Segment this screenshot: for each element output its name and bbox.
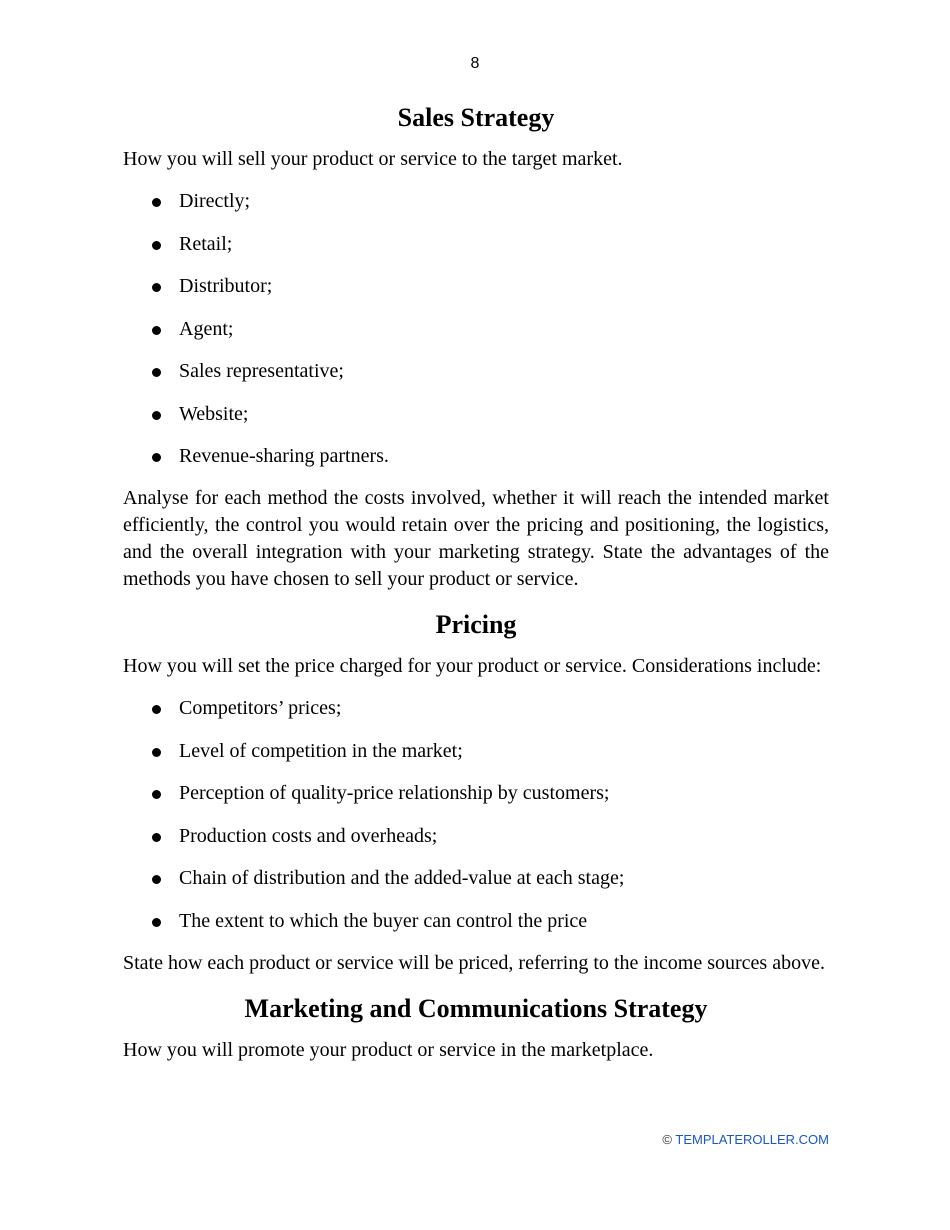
list-item [123, 188, 829, 215]
bullet-dot-icon [152, 833, 161, 842]
section-heading-sales-strategy: Sales Strategy [397, 103, 555, 132]
footer-copyright [662, 1132, 829, 1148]
list-item [123, 738, 829, 765]
list-item [123, 273, 829, 300]
list-item-text: Perception of quality-price relationship by customers; [179, 782, 610, 804]
bullet-dot-icon [152, 411, 161, 420]
bullet-dot-icon [152, 326, 161, 335]
list-item-text: Directly; [179, 190, 251, 212]
list-item [123, 401, 829, 428]
copyright-symbol: © [662, 1132, 672, 1147]
list-item-text: Chain of distribution and the added-value at each stage; [179, 867, 625, 889]
bullet-dot-icon [152, 283, 161, 292]
bullet-dot-icon [152, 875, 161, 884]
list-item [123, 443, 829, 470]
list-item [123, 780, 829, 807]
list-item-text: The extent to which the buyer can control the price [179, 909, 588, 932]
list-item [123, 823, 829, 850]
list-item-text: Level of competition in the market; [179, 739, 463, 762]
list-item-text: Retail; [179, 232, 233, 255]
bullet-dot-icon [152, 241, 161, 250]
list-item-text: Agent; [179, 317, 234, 340]
list-item [123, 865, 829, 892]
list-item [123, 695, 829, 722]
bullet-dot-icon [152, 790, 161, 799]
bullet-dot-icon [152, 198, 161, 207]
list-item-text: Production costs and overheads; [179, 824, 438, 847]
bullet-dot-icon [152, 368, 161, 377]
sales-analysis-paragraph: Analyse for each method the costs involved, whether it will reach the intended market efficiently, the control you would retain over the pricing and positioning, the logistics, and the overall integration with your marketing strategy. State the advantages of the methods you have chosen to sell your product or service. [123, 487, 829, 590]
pricing-closing-paragraph: State how each product or service will be priced, referring to the income sources above. [123, 951, 825, 974]
sales-methods-list [123, 188, 829, 470]
document-body [123, 100, 829, 1064]
list-item-text: Distributor; [179, 275, 273, 297]
marketing-intro-paragraph: How you will promote your product or service in the marketplace. [123, 1038, 654, 1061]
pricing-intro-paragraph: How you will set the price charged for your product or service. Considerations include: [123, 655, 822, 677]
bullet-dot-icon [152, 705, 161, 714]
pricing-considerations-list [123, 695, 829, 935]
section-heading-marketing-communications: Marketing and Communications Strategy [244, 993, 708, 1023]
bullet-dot-icon [152, 748, 161, 757]
list-item [123, 358, 829, 385]
section-heading-pricing: Pricing [435, 610, 517, 639]
templateroller-link[interactable]: TEMPLATEROLLER.COM [675, 1132, 829, 1147]
sales-intro-paragraph: How you will sell your product or service to the target market. [123, 148, 623, 170]
list-item [123, 231, 829, 258]
list-item [123, 316, 829, 343]
bullet-dot-icon [152, 453, 161, 462]
list-item-text: Website; [179, 402, 249, 425]
list-item-text: Competitors’ prices; [179, 697, 342, 719]
list-item-text: Revenue-sharing partners. [179, 445, 389, 467]
list-item [123, 908, 829, 935]
list-item-text: Sales representative; [179, 360, 344, 382]
bullet-dot-icon [152, 918, 161, 927]
page-number: 8 [470, 55, 480, 72]
